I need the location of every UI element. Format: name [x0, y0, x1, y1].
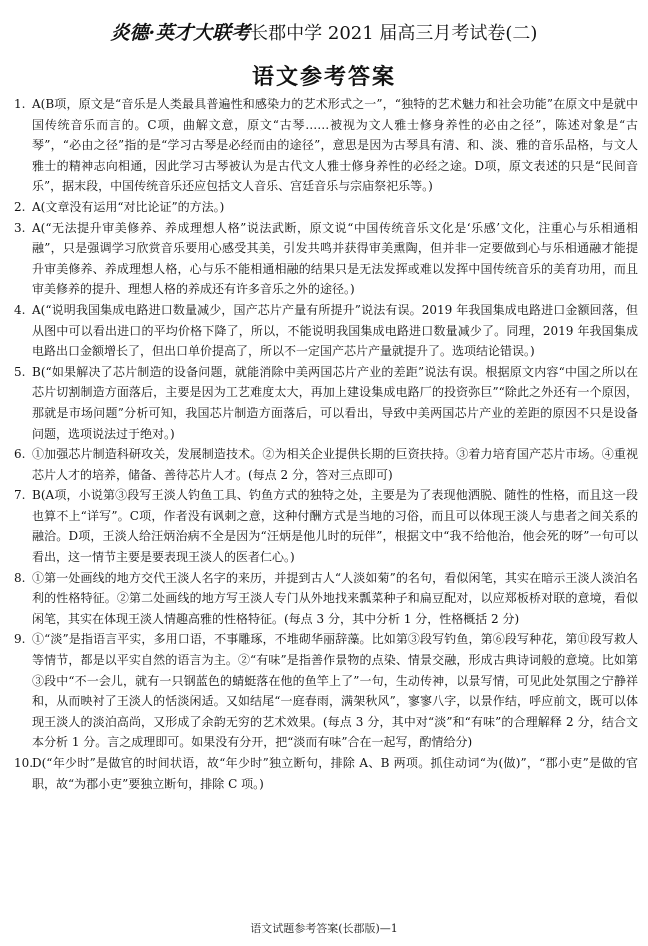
answer-number: 5. [14, 364, 26, 379]
answer-number: 2. [14, 199, 26, 214]
answer-item-10 [14, 753, 638, 794]
answer-item-9 [14, 629, 638, 753]
answer-list [14, 94, 638, 794]
page-subtitle: 语文参考答案 [251, 65, 396, 90]
answer-item-1 [14, 94, 638, 197]
answer-item-5 [14, 362, 638, 444]
answer-number: 6. [14, 447, 26, 462]
answer-text: ①第一处画线的地方交代王淡人名字的来历，并提到古人“人淡如菊”的名句，看似闲笔，其实在暗示王淡人淡泊名利的性格特征。②第二处画线的地方写王淡人专门从外地找来瓢菜种子和扁豆配对，以应郑板桥对联的意境，看似闲笔，其实在体现王淡人情趣高雅的性格特征。(每点 3 分，其中分析 1 分，性格概括 2 分) [32, 570, 638, 626]
answer-text: ①“淡”是指语言平实，多用口语，不事雕琢，不堆砌华丽辞藻。比如第③段写钓鱼，第⑥段写种花，第⑪段写救人等情节，都是以平实自然的语言为主。②“有味”是指善作景物的点染、情景交融，形成古典诗词般的意境。比如第③段中“不一会儿，就有一只钢蓝色的蜻蜓落在他的鱼竿上了”一句，生动传神，以景写情，可见此处氛围之宁静祥和，从而映衬了王淡人的恬淡闲适。又如结尾“一庭春雨，满架秋风”，寥寥八字，以景作结，呼应前文，既可以体现王淡人的淡泊高尚，又形成了余韵无穷的艺术效果。(每点 3 分，其中对“淡”和“有味”的合理解释 2 分，结合文本分析 1 分。言之成理即可。如果没有分开，把“淡而有味”合在一起写，酌情给分) [32, 632, 638, 750]
answer-item-2 [14, 197, 638, 218]
page-footer: 语文试题参考答案(长郡版)—1 [250, 922, 398, 935]
answer-text: D(“年少时”是做官的时间状语，故“年少时”独立断句，排除 A、B 两项。抓住动词“为(做)”，“郡小吏”是做的官职，故“为郡小吏”要独立断句，排除 C 项。) [32, 756, 638, 791]
answer-number: 10. [14, 756, 34, 770]
answer-item-3 [14, 218, 638, 300]
answer-text: ①加强芯片制造科研攻关，发展制造技术。②为相关企业提供长期的巨资扶持。③着力培育国产芯片市场。④重视芯片人才的培养，储备、善待芯片人才。(每点 2 分，答对三点即可) [32, 447, 638, 482]
answer-number: 1. [14, 97, 26, 111]
answer-item-6 [14, 444, 638, 485]
answer-text: A(“无法提升审美修养、养成理想人格”说法武断，原文说“中国传统音乐文化是‘乐感’文化，注重心与乐相通相融”，只是强调学习欣赏音乐要用心感受其美，引发共鸣并获得审美熏陶，但并非一定要做到心与乐相通融才能提升审美修养、养成理想人格，心与乐不能相通相融的结果只是无法发挥或难以发挥中国传统音乐的美育功用，而且审美修养的提升、理想人格的养成还有许多音乐之外的途径。) [32, 220, 638, 297]
answer-text: A(文章没有运用“对比论证”的方法。) [32, 199, 225, 214]
brand-title: 炎德·英才大联考 [110, 22, 251, 44]
exam-title: 长郡中学 2021 届高三月考试卷(二) [250, 23, 538, 44]
answer-item-4 [14, 300, 638, 362]
answer-text: A(“说明我国集成电路进口数量减少，国产芯片产量有所提升”说法有误。2019 年我国集成电路进口金额回落，但从图中可以看出进口的平均价格下降了，所以，不能说明我国集成电路进口数量减少了。同理，2019 年我国集成电路出口金额增长了，但出口单价提高了，所以不一定国产芯片产量就提升了。选项结论错误。) [32, 302, 638, 359]
answer-text: A(B项，原文是“音乐是人类最具普遍性和感染力的艺术形式之一”，“独特的艺术魅力和社会功能”在原文中是就中国传统音乐而言的。C项，曲解文意，原文“古琴……被视为文人雅士修身养性的必由之径”，陈述对象是“古琴”，“必由之径”指的是“学习古琴是必经而由的途径”，意思是因为古琴具有清、和、淡、雅的音乐品格，与文人雅士的精神志向相通，因此学习古琴被认为是古代文人雅士修身养性的必经之途。D项，原文表述的只是“民间音乐”，据末段，中国传统音乐还应包括文人音乐、宫廷音乐与宗庙祭祀乐等。) [32, 97, 638, 194]
answer-number: 4. [14, 302, 26, 317]
answer-number: 9. [14, 632, 26, 647]
answer-item-8 [14, 568, 638, 630]
answer-number: 8. [14, 570, 26, 585]
answer-text: B(A项，小说第③段写王淡人钓鱼工具、钓鱼方式的独特之处，主要是为了表现他洒脱、随性的性格，而且这一段也算不上“详写”。C项，作者没有讽刺之意，这种付酬方式是当地的习俗，而且可以体现王淡人与患者之间关系的融洽。D项，王淡人给汪炳治病不全是因为“汪炳是他儿时的玩伴”，根据文中“我不给他治，他会死的呀”一句可以看出，这一情节主要是要表现王淡人的医者仁心。) [32, 488, 638, 565]
answer-number: 3. [14, 220, 26, 235]
answer-number: 7. [14, 488, 26, 503]
answer-text: B(“如果解决了芯片制造的设备问题，就能消除中美两国芯片产业的差距”说法有误。根据原文内容“中国之所以在芯片切割制造方面落后，主要是因为工艺难度太大，再加上建设集成电路厂的投资弥巨”“除此之外还有一个原因，那就是市场问题”分析可知，我国芯片制造方面落后，可以看出，导致中美两国芯片产业的差距的原因不只是设备问题，选项说法过于绝对。) [32, 364, 638, 441]
answer-item-7 [14, 485, 638, 567]
page-header [0, 18, 648, 45]
